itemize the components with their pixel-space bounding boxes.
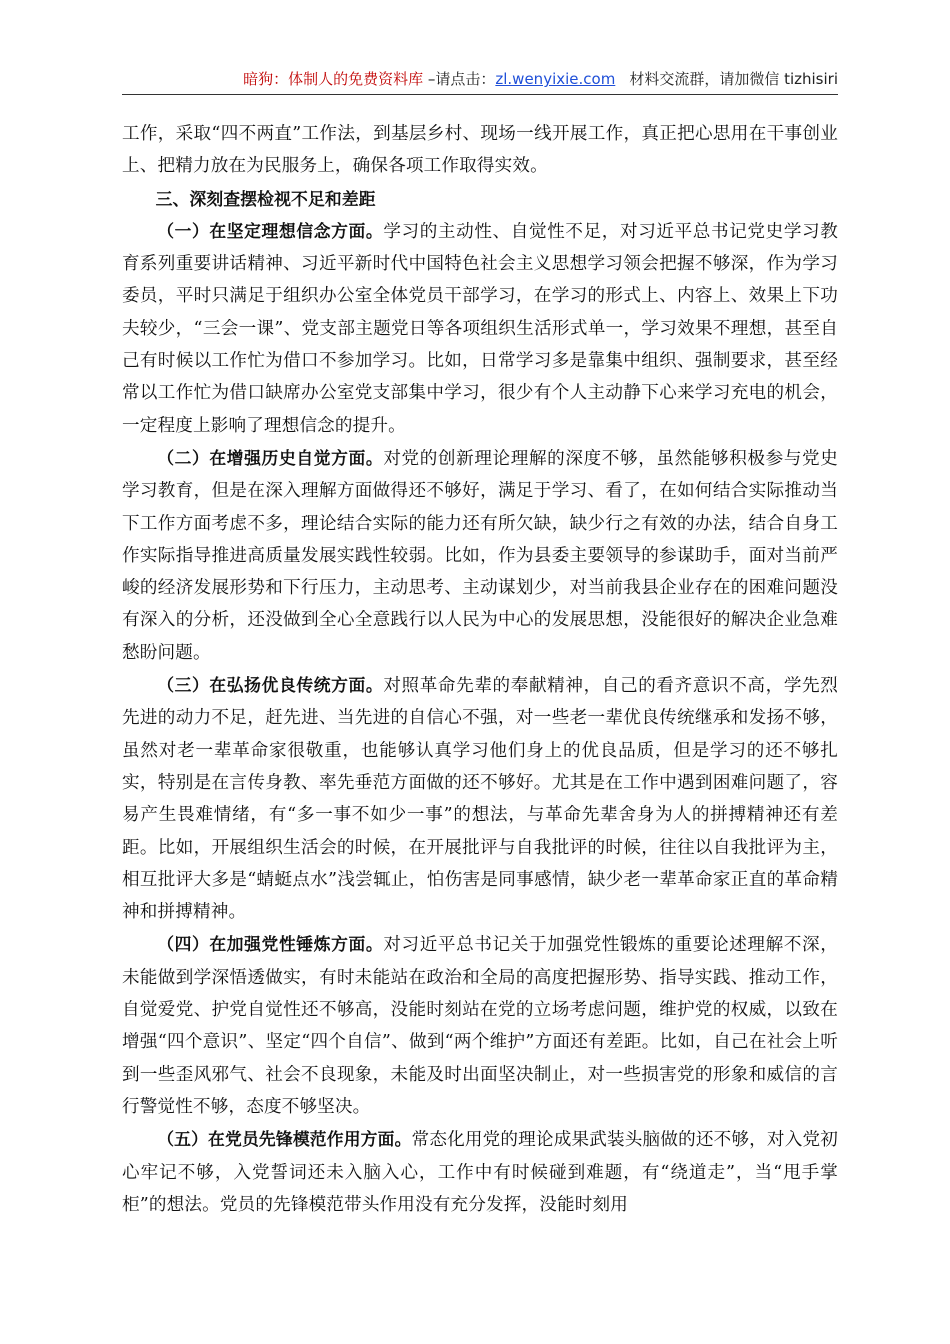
section-heading: 三、深刻查摆检视不足和差距	[155, 188, 376, 209]
header-contact: 材料交流群，请加微信 tizhisiri	[629, 70, 838, 88]
paragraph-lead: （二）在增强历史自觉方面。	[157, 447, 384, 468]
paragraph-text: 常态化用党的理论成果武装头脑做的还不够，对入党初心牢记不够，入党誓词还未入脑入心，工作中有时候碰到难题，有“绕道走”，当“甩手掌柜”的想法。党员的先锋模范带头作用没有充分发挥，没能时刻用	[122, 1130, 838, 1215]
paragraph-lead: （一）在坚定理想信念方面。	[157, 220, 384, 241]
paragraph-lead: （三）在弘扬优良传统方面。	[157, 675, 384, 696]
paragraph-lead: （四）在加强党性锤炼方面。	[157, 934, 384, 955]
paragraph-text: 对照革命先辈的奉献精神，自己的看齐意识不高，学先烈先进的动力不足，赶先进、当先进的自信心不强，对一些老一辈优良传统继承和发扬不够，虽然对老一辈革命家很敬重，也能够认真学习他们身上的优良品质，但是学习的还不够扎实，特别是在言传身教、率先垂范方面做的还不够好。尤其是在工作中遇到困难问题了，容易产生畏难情绪，有“多一事不如少一事”的想法，与革命先辈舍身为人的拼搏精神还有差距。比如，开展组织生活会的时候，在开展批评与自我批评的时候，往往以自我批评为主，相互批评大多是“蜻蜓点水”浅尝辄止，怕伤害是同事感情，缺少老一辈革命家正直的革命精神和拼搏精神。	[122, 676, 838, 923]
header-prompt: –请点击：	[423, 70, 496, 88]
paragraph-item-2	[122, 442, 838, 669]
document-body	[122, 118, 838, 1221]
paragraph-item-5	[122, 1123, 838, 1221]
paragraph-item-1	[122, 215, 838, 442]
paragraph-text: 对党的创新理论理解的深度不够，虽然能够积极参与党史学习教育，但是在深入理解方面做得还不够好，满足于学习、看了，在如何结合实际推动当下工作方面考虑不多，理论结合实际的能力还有所欠缺，缺少行之有效的办法，结合自身工作实际指导推进高质量发展实践性较弱。比如，作为县委主要领导的参谋助手，面对当前严峻的经济发展形势和下行压力，主动思考、主动谋划少，对当前我县企业存在的困难问题没有深入的分析，还没做到全心全意践行以人民为中心的发展思想，没能很好的解决企业急难愁盼问题。	[122, 448, 838, 663]
intro-paragraph: 工作，采取“四不两直”工作法，到基层乡村、现场一线开展工作，真正把心思用在干事创业上、把精力放在为民服务上，确保各项工作取得实效。	[122, 124, 838, 177]
paragraph-item-4	[122, 928, 838, 1123]
paragraph-item-3	[122, 669, 838, 928]
paragraph-lead: （五）在党员先锋模范作用方面。	[157, 1129, 412, 1150]
page-header	[122, 66, 838, 95]
header-link[interactable]: zl.wenyixie.com	[495, 70, 616, 88]
paragraph-text: 学习的主动性、自觉性不足，对习近平总书记党史学习教育系列重要讲话精神、习近平新时代中国特色社会主义思想学习领会把握不够深，作为学习委员，平时只满足于组织办公室全体党员干部学习，在学习的形式上、内容上、效果上下功夫较少，“三会一课”、党支部主题党日等各项组织生活形式单一，学习效果不理想，甚至自己有时候以工作忙为借口不参加学习。比如，日常学习多是靠集中组织、强制要求，甚至经常以工作忙为借口缺席办公室党支部集中学习，很少有个人主动静下心来学习充电的机会，一定程度上影响了理想信念的提升。	[122, 221, 838, 436]
header-brand: 暗狗：体制人的免费资料库	[243, 70, 424, 88]
paragraph-text: 对习近平总书记关于加强党性锻炼的重要论述理解不深，未能做到学深悟透做实，有时未能站在政治和全局的高度把握形势、指导实践、推动工作，自觉爱党、护党自觉性还不够高，没能时刻站在党的立场考虑问题，维护党的权威，以致在增强“四个意识”、坚定“四个自信”、做到“两个维护”方面还有差距。比如，自己在社会上听到一些歪风邪气、社会不良现象，未能及时出面坚决制止，对一些损害党的形象和威信的言行警觉性不够，态度不够坚决。	[122, 935, 838, 1117]
